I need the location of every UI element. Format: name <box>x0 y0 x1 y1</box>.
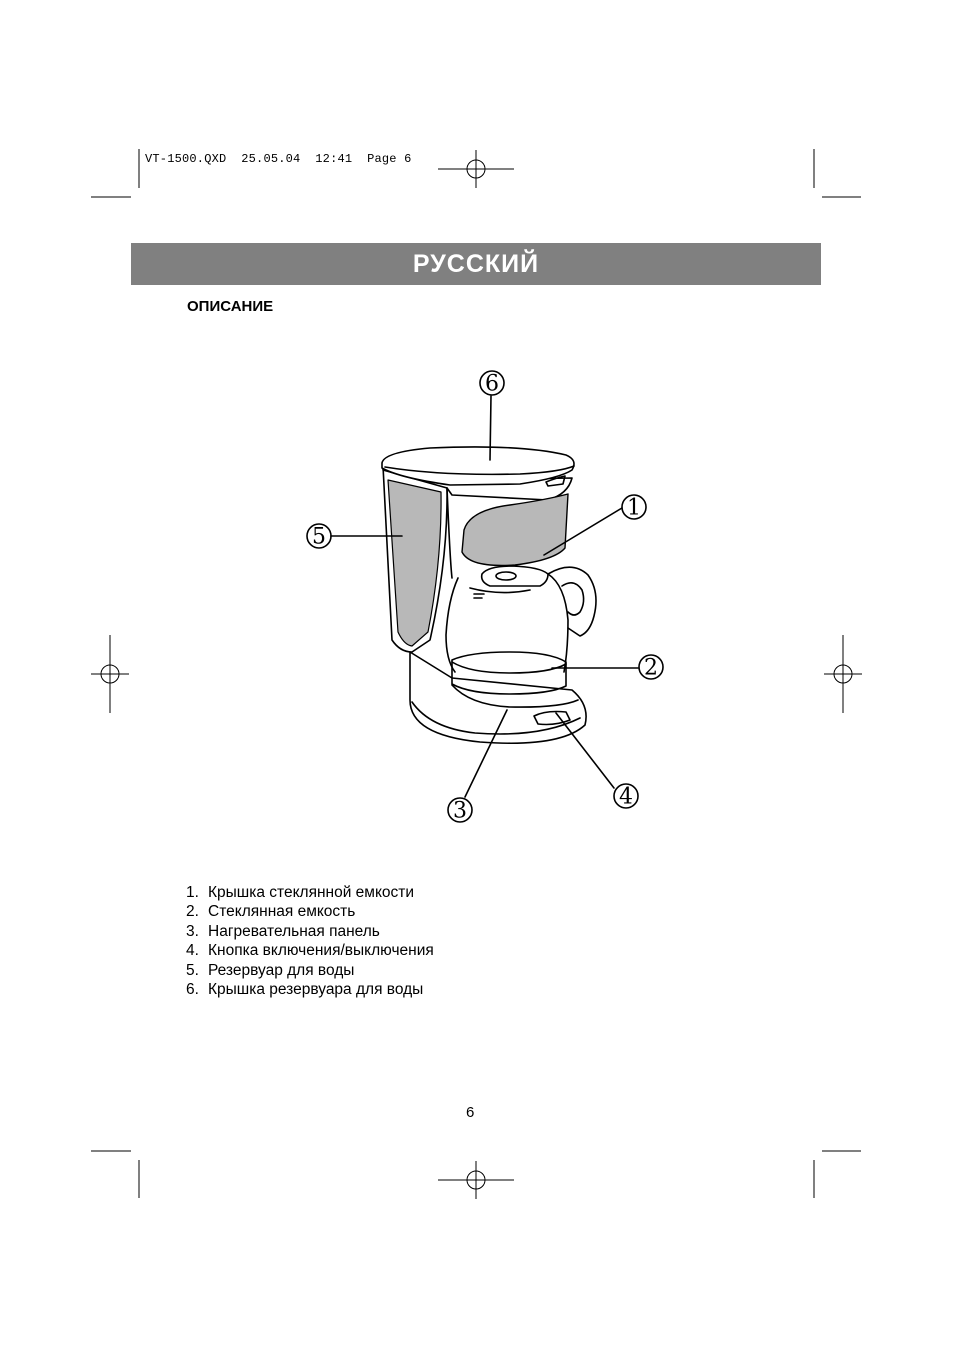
list-item-label: Нагревательная панель <box>208 922 380 940</box>
list-item <box>186 961 434 980</box>
list-item-number: 2. <box>186 903 199 921</box>
carafe-handle-inner <box>562 583 584 615</box>
list-item-label: Крышка резервуара для воды <box>208 981 424 999</box>
list-item <box>186 980 434 999</box>
leader-3 <box>465 710 507 797</box>
carafe-right <box>548 574 568 672</box>
callout-1: 1 <box>627 495 641 521</box>
tower-right-edge <box>447 488 452 578</box>
list-item-number: 1. <box>186 884 199 901</box>
list-item-number: 6. <box>186 981 199 999</box>
callout-6: 6 <box>485 371 499 397</box>
callout-4: 4 <box>619 784 633 810</box>
list-item-label: Крышка стеклянной емкости <box>208 884 415 901</box>
list-item-label: Стеклянная емкость <box>208 903 356 921</box>
carafe-handle-outer <box>548 567 596 636</box>
slug-page: Page 6 <box>367 152 412 166</box>
list-item-number: 5. <box>186 961 199 979</box>
list-item <box>186 922 434 941</box>
registration-mark-left <box>91 635 129 713</box>
leader-6 <box>490 396 491 460</box>
list-item-number: 3. <box>186 922 199 940</box>
slug-file: VT-1500.QXD <box>145 152 227 166</box>
carafe-lid <box>482 566 548 586</box>
power-switch <box>534 712 570 725</box>
list-item-number: 4. <box>186 942 199 960</box>
callout-3: 3 <box>453 798 467 824</box>
page-number: 6 <box>466 1104 475 1121</box>
slug-time: 12:41 <box>315 152 353 166</box>
slug-date: 25.05.04 <box>241 152 301 166</box>
list-item <box>186 941 434 960</box>
list-item-label: Кнопка включения/выключения <box>208 942 434 960</box>
parts-list <box>186 883 434 999</box>
carafe-grip <box>470 588 530 593</box>
coffee-maker-illustration <box>290 360 670 840</box>
section-title: ОПИСАНИЕ <box>187 298 274 315</box>
carafe-water-line <box>452 662 566 673</box>
list-item-label: Резервуар для воды <box>208 961 355 979</box>
callout-2: 2 <box>644 655 658 681</box>
registration-mark-right <box>824 635 862 713</box>
list-item <box>186 902 434 921</box>
callout-5: 5 <box>312 524 326 550</box>
carafe-lid-knob <box>496 572 516 580</box>
language-banner: РУССКИЙ <box>131 243 821 285</box>
registration-mark-top <box>438 150 514 188</box>
list-item <box>186 883 434 902</box>
filter-basket <box>462 494 568 565</box>
base-lower-curve <box>412 702 580 734</box>
registration-mark-bottom <box>438 1161 514 1199</box>
